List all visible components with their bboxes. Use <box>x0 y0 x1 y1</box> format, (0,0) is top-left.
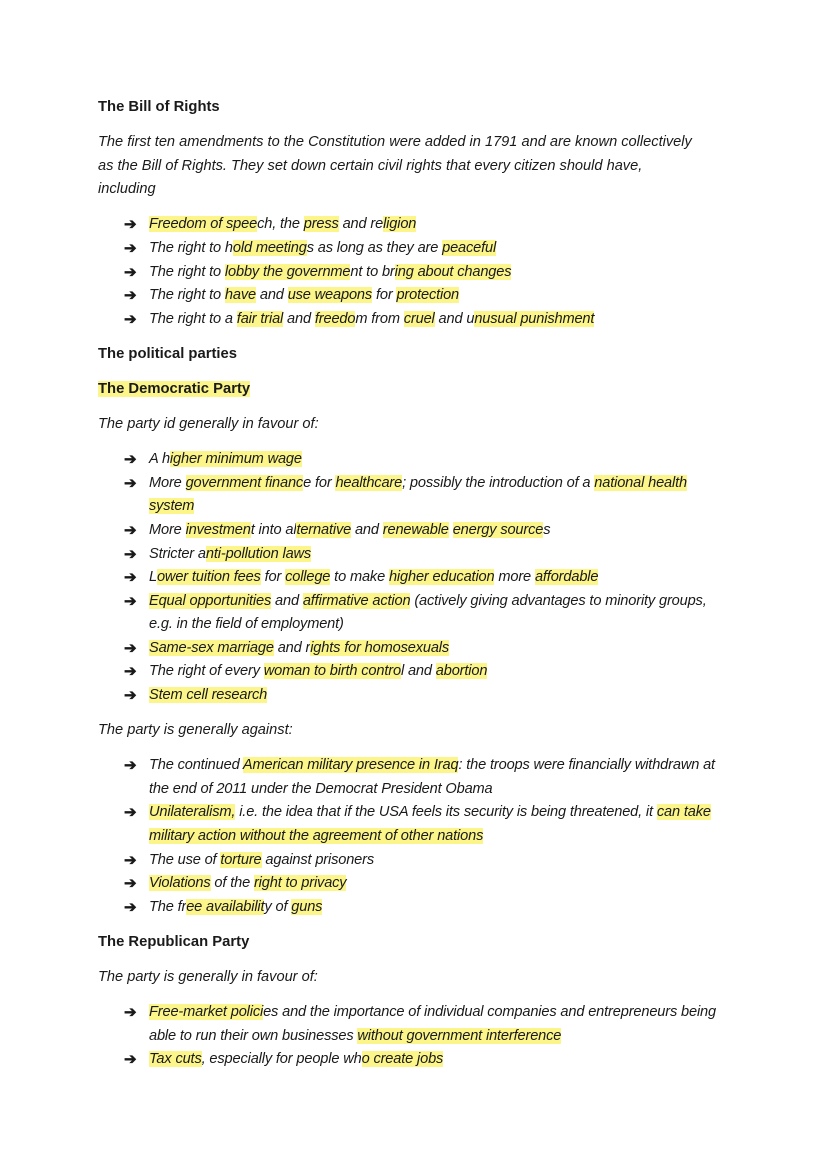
highlighted-text: fair trial <box>236 310 284 327</box>
list-item <box>98 308 729 332</box>
text-segment: and re <box>338 216 384 233</box>
arrow-right-icon: ➔ <box>124 592 137 610</box>
text-segment: nt to br <box>350 263 395 280</box>
list-item <box>98 213 729 237</box>
text-segment: The fr <box>149 898 187 915</box>
text-segment: and <box>283 310 315 327</box>
arrow-right-icon: ➔ <box>124 875 137 893</box>
heading-text: The political parties <box>98 345 237 362</box>
highlighted-text: ower tuition fees <box>156 569 261 586</box>
text-segment: , especially for people wh <box>201 1051 362 1068</box>
arrow-right-icon: ➔ <box>124 521 137 539</box>
highlighted-text: American military presence in Iraq <box>242 757 459 774</box>
arrow-right-icon: ➔ <box>124 239 137 257</box>
text-segment: The right to <box>149 287 225 304</box>
highlighted-text: affirmative action <box>302 592 411 609</box>
text-segment: t into al <box>250 521 297 538</box>
list-item <box>98 801 729 848</box>
text-segment: against prisoners <box>261 851 375 868</box>
text-segment: : the troops were financially withdrawn at the end of 2011 under the Democrat President Obama <box>149 757 715 797</box>
highlighted-text: lobby the governme <box>224 263 351 280</box>
bullet-list <box>98 754 828 919</box>
list-item <box>98 284 729 308</box>
highlighted-text: igher minimum wage <box>169 451 302 468</box>
highlighted-text: Equal opportunities <box>149 592 272 609</box>
highlighted-text: have <box>224 287 256 304</box>
highlighted-text: government financ <box>185 474 304 491</box>
text-segment: More <box>149 474 186 491</box>
highlighted-text: investmen <box>185 521 251 538</box>
text-segment: for <box>372 287 397 304</box>
highlighted-text: nti-pollution laws <box>205 545 312 562</box>
arrow-right-icon: ➔ <box>124 804 137 822</box>
text-segment: more <box>494 569 535 586</box>
text-segment: ch, the <box>257 216 304 233</box>
highlighted-text: abortion <box>435 663 488 680</box>
text-segment: and <box>255 287 288 304</box>
arrow-right-icon: ➔ <box>124 663 137 681</box>
highlighted-text: ligion <box>383 216 417 233</box>
heading-text: The Democratic Party <box>98 380 251 397</box>
highlighted-text: Violations <box>149 875 211 892</box>
text-segment: m from <box>355 310 404 327</box>
highlighted-text: without government interference <box>357 1027 562 1044</box>
arrow-right-icon: ➔ <box>124 451 137 469</box>
highlighted-text: energy source <box>452 521 544 538</box>
list-item <box>98 566 729 590</box>
highlighted-text: Free-market polici <box>149 1004 264 1021</box>
text-segment: y of <box>264 898 292 915</box>
text-segment: s <box>543 521 551 538</box>
list-item <box>98 448 729 472</box>
text-segment: The use of <box>149 851 221 868</box>
highlighted-text: can take military action without the agreement of other nations <box>149 804 711 845</box>
list-item <box>98 1048 729 1072</box>
text-segment: (actively giving advantages to minority groups, e.g. in the field of employment) <box>149 592 707 633</box>
arrow-right-icon: ➔ <box>124 1004 137 1022</box>
highlighted-text: Freedom of spee <box>149 216 258 233</box>
arrow-right-icon: ➔ <box>124 687 137 705</box>
highlighted-text: o create jobs <box>361 1051 444 1068</box>
list-item <box>98 237 729 261</box>
highlighted-text: affordable <box>534 569 599 586</box>
highlighted-text: use weapons <box>287 287 373 304</box>
text-segment: s as long as they are <box>306 239 443 256</box>
list-item <box>98 472 729 519</box>
list-item <box>98 261 729 285</box>
text-segment: L <box>149 569 157 586</box>
highlighted-text: old meeting <box>232 239 307 256</box>
highlighted-text: torture <box>220 851 262 868</box>
list-item <box>98 637 729 661</box>
text-segment: ; possibly the introduction of a <box>402 474 595 491</box>
list-item <box>98 684 729 708</box>
highlighted-text: healthcare <box>335 474 403 491</box>
highlighted-text: higher education <box>388 569 495 586</box>
highlighted-text: ee availabilit <box>186 898 265 915</box>
arrow-right-icon: ➔ <box>124 216 137 234</box>
highlighted-text: press <box>303 216 339 233</box>
highlighted-text: national health system <box>149 474 687 515</box>
text-segment: e for <box>303 474 336 491</box>
highlighted-text: renewable <box>382 521 449 538</box>
list-item <box>98 519 729 543</box>
heading-text: The Bill of Rights <box>98 99 220 115</box>
highlighted-text: ternative <box>296 521 352 538</box>
list-item <box>98 543 729 567</box>
list-item <box>98 754 729 801</box>
text-segment: The right to <box>149 263 225 280</box>
arrow-right-icon: ➔ <box>124 310 137 328</box>
bullet-list <box>98 448 828 708</box>
paragraph: The first ten amendments to the Constitution were added in 1791 and are known collectively as the Bill of Rights. They set down certain civil rights that every citizen should have, including <box>98 134 692 198</box>
text-segment: i.e. the idea that if the USA feels its security is being threatened, it <box>235 804 657 821</box>
text-segment: and <box>351 521 383 538</box>
section-heading <box>98 96 828 120</box>
text-segment: es and the importance of individual companies and entrepreneurs being able to run their own businesses <box>149 1004 716 1044</box>
list-item <box>98 660 729 684</box>
text-segment: to make <box>330 569 389 586</box>
arrow-right-icon: ➔ <box>124 545 137 563</box>
text-segment: A h <box>149 451 170 468</box>
text-segment: The right to h <box>149 239 233 256</box>
arrow-right-icon: ➔ <box>124 474 137 492</box>
arrow-right-icon: ➔ <box>124 1051 137 1069</box>
highlighted-text: right to privacy <box>253 875 347 892</box>
bullet-list <box>98 1001 828 1072</box>
paragraph: The party is generally in favour of: <box>98 969 318 985</box>
paragraph: The party id generally in favour of: <box>98 416 319 433</box>
text-segment: The continued <box>149 757 243 774</box>
highlighted-text: Unilateralism, <box>149 804 236 821</box>
highlighted-text: ing about changes <box>394 263 512 280</box>
section-heading <box>98 343 828 367</box>
highlighted-text: Same-sex marriage <box>149 639 274 656</box>
list-item <box>98 872 729 896</box>
highlighted-text: guns <box>291 898 323 915</box>
highlighted-text: Stem cell research <box>149 687 268 704</box>
arrow-right-icon: ➔ <box>124 287 137 305</box>
text-segment: More <box>149 521 186 538</box>
highlighted-text: Tax cuts <box>149 1051 202 1068</box>
list-item <box>98 849 729 873</box>
text-segment: and r <box>273 639 311 656</box>
text-segment: for <box>260 569 286 586</box>
text-segment: The right of every <box>149 663 264 680</box>
arrow-right-icon: ➔ <box>124 851 137 869</box>
arrow-right-icon: ➔ <box>124 263 137 281</box>
highlighted-text: cruel <box>403 310 435 327</box>
list-item <box>98 896 729 920</box>
highlighted-text: college <box>285 569 331 586</box>
text-segment: l and <box>400 663 436 680</box>
highlighted-text: nusual punishment <box>474 310 595 327</box>
text-segment: The right to a <box>149 310 237 327</box>
bullet-list <box>98 213 828 331</box>
arrow-right-icon: ➔ <box>124 898 137 916</box>
section-heading <box>98 378 828 402</box>
arrow-right-icon: ➔ <box>124 639 137 657</box>
heading-text: The Republican Party <box>98 933 250 950</box>
arrow-right-icon: ➔ <box>124 569 137 587</box>
text-segment: and <box>271 592 303 609</box>
section-heading <box>98 931 828 955</box>
text-segment: and u <box>434 310 475 327</box>
arrow-right-icon: ➔ <box>124 757 137 775</box>
list-item <box>98 590 729 637</box>
highlighted-text: protection <box>396 287 460 304</box>
highlighted-text: woman to birth contro <box>263 663 401 680</box>
paragraph: The party is generally against: <box>98 722 293 739</box>
list-item <box>98 1001 729 1048</box>
text-segment: Stricter a <box>149 545 206 562</box>
highlighted-text: peaceful <box>442 239 497 256</box>
highlighted-text: freedo <box>314 310 356 327</box>
text-segment: of the <box>210 875 254 892</box>
highlighted-text: ights for homosexuals <box>310 639 450 656</box>
